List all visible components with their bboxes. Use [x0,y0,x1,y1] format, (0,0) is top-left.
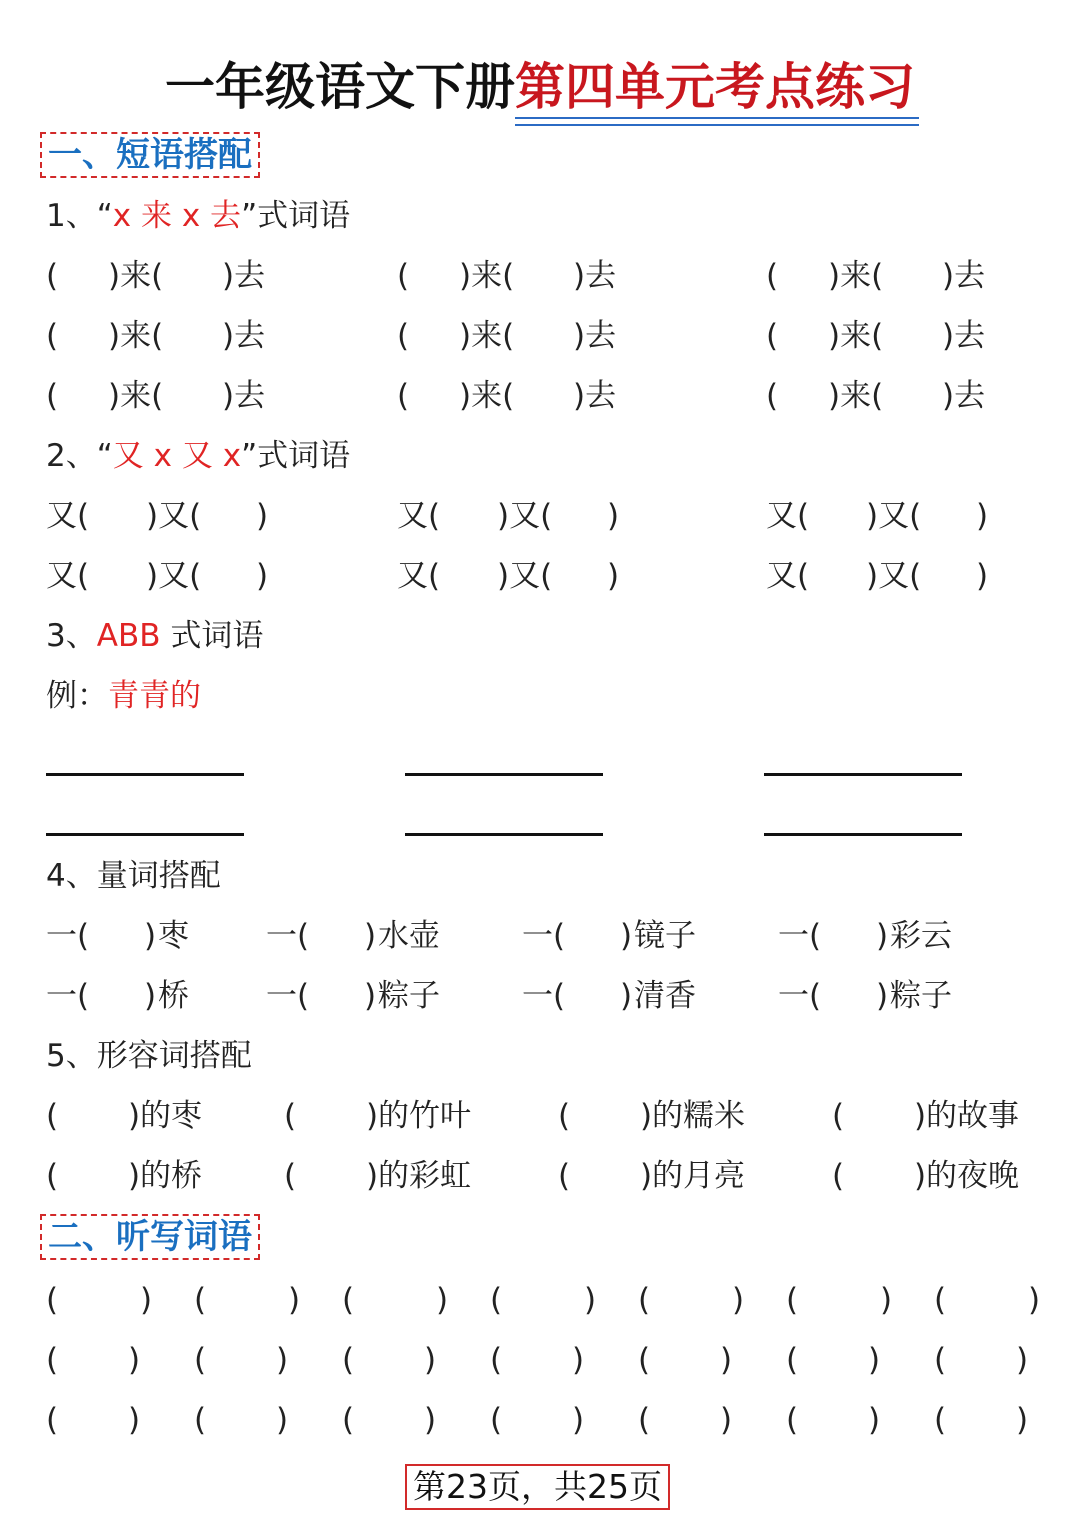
measure-word-blank[interactable]: 一( [46,978,90,1014]
blank-open-paren[interactable]: ( [766,318,779,354]
example-value: 青青的 [108,678,201,714]
dictation-box-open[interactable]: ( [194,1402,207,1438]
blank-with-char[interactable]: )去 [573,258,617,294]
you-you-blank-part[interactable]: ) [607,558,620,594]
dictation-box-close: ) [128,1342,141,1378]
measure-word-noun: 桥 [158,978,189,1014]
blank-with-char[interactable]: )去 [573,318,617,354]
blank-with-char[interactable]: )去 [222,318,266,354]
adjective-noun: 的夜晚 [926,1158,1019,1194]
measure-word-blank[interactable]: 一( [778,978,822,1014]
adjective-noun: 的月亮 [652,1158,745,1194]
measure-word-blank[interactable]: 一( [522,978,566,1014]
you-you-blank-part[interactable]: ) [607,498,620,534]
dictation-box-open[interactable]: ( [490,1282,503,1318]
adjective-close: ) [128,1098,141,1134]
blank-open-paren[interactable]: ( [766,378,779,414]
dictation-box-close: ) [424,1342,437,1378]
blank-open-paren[interactable]: ( [46,378,59,414]
you-you-blank-part[interactable]: )又( [866,498,922,534]
blank-open-paren[interactable]: ( [766,258,779,294]
measure-word-blank[interactable]: 一( [46,918,90,954]
blank-with-char[interactable]: )去 [573,378,617,414]
measure-word-blank[interactable]: 一( [266,978,310,1014]
dictation-box-close: ) [1028,1282,1041,1318]
measure-word-close: ) [364,978,377,1014]
title-unit: 第四单元考点练习 [515,52,915,122]
measure-word-blank[interactable]: 一( [778,918,822,954]
question-2-label [46,436,350,476]
adjective-close: ) [640,1098,653,1134]
section-heading-phrase-matching: 一、短语搭配 [40,132,260,178]
dictation-box-open[interactable]: ( [342,1342,355,1378]
measure-word-noun: 水壶 [378,918,440,954]
adjective-noun: 的糯米 [652,1098,745,1134]
dictation-box-close: ) [572,1402,585,1438]
you-you-blank-part[interactable]: )又( [497,558,553,594]
dictation-box-close: ) [436,1282,449,1318]
answer-line[interactable] [405,833,603,836]
dictation-box-open[interactable]: ( [638,1342,651,1378]
you-you-blank-part[interactable]: )又( [497,498,553,534]
measure-word-noun: 枣 [158,918,189,954]
dictation-box-open[interactable]: ( [490,1402,503,1438]
measure-word-noun: 彩云 [890,918,952,954]
you-you-blank-part[interactable]: 又( [46,498,90,534]
you-you-blank-part[interactable]: ) [976,558,989,594]
question-2-suffix: ”式词语 [241,438,351,474]
blank-with-char[interactable]: )来( [459,318,515,354]
adjective-blank[interactable]: ( [832,1098,845,1134]
dictation-box-close: ) [720,1402,733,1438]
you-you-blank-part[interactable]: )又( [146,558,202,594]
dictation-box-open[interactable]: ( [934,1282,947,1318]
you-you-blank-part[interactable]: 又( [766,558,810,594]
adjective-noun: 的彩虹 [378,1158,471,1194]
blank-with-char[interactable]: )来( [828,378,884,414]
adjective-close: ) [366,1158,379,1194]
dictation-box-open[interactable]: ( [194,1342,207,1378]
dictation-box-open[interactable]: ( [490,1342,503,1378]
dictation-box-open[interactable]: ( [342,1402,355,1438]
blank-with-char[interactable]: )去 [942,258,986,294]
dictation-box-open[interactable]: ( [194,1282,207,1318]
dictation-box-close: ) [584,1282,597,1318]
page-number: 第23页，共25页 [405,1464,670,1510]
adjective-blank[interactable]: ( [46,1158,59,1194]
adjective-noun: 的故事 [926,1098,1019,1134]
question-1-prefix: 1、“ [46,198,113,234]
you-you-blank-part[interactable]: ) [256,558,269,594]
dictation-box-close: ) [128,1402,141,1438]
blank-with-char[interactable]: )去 [942,378,986,414]
question-5-label: 5、形容词搭配 [46,1038,252,1074]
question-3-example [46,676,201,716]
measure-word-noun: 清香 [634,978,696,1014]
dictation-box-open[interactable]: ( [342,1282,355,1318]
adjective-blank[interactable]: ( [46,1098,59,1134]
adjective-blank[interactable]: ( [284,1098,297,1134]
dictation-box-open[interactable]: ( [46,1342,59,1378]
dictation-box-close: ) [276,1402,289,1438]
answer-line[interactable] [764,773,962,776]
title-grade: 一年级语文下册 [165,58,515,116]
measure-word-blank[interactable]: 一( [522,918,566,954]
dictation-box-open[interactable]: ( [934,1402,947,1438]
dictation-box-close: ) [1016,1402,1029,1438]
dictation-box-open[interactable]: ( [638,1282,651,1318]
dictation-box-open[interactable]: ( [786,1402,799,1438]
question-1-pattern: x 来 x 去 [112,198,242,234]
measure-word-noun: 粽子 [378,978,440,1014]
measure-word-close: ) [144,978,157,1014]
measure-word-noun: 镜子 [634,918,696,954]
question-3-prefix: 3、 [46,618,97,654]
dictation-box-close: ) [868,1342,881,1378]
example-label: 例： [46,678,108,714]
adjective-noun: 的枣 [140,1098,202,1134]
adjective-blank[interactable]: ( [832,1158,845,1194]
answer-line[interactable] [764,833,962,836]
blank-open-paren[interactable]: ( [397,318,410,354]
dictation-box-open[interactable]: ( [934,1342,947,1378]
blank-open-paren[interactable]: ( [46,318,59,354]
dictation-box-close: ) [288,1282,301,1318]
measure-word-close: ) [144,918,157,954]
blank-with-char[interactable]: )去 [222,258,266,294]
question-2-prefix: 2、“ [46,438,113,474]
dictation-box-open[interactable]: ( [638,1402,651,1438]
blank-with-char[interactable]: )去 [942,318,986,354]
dictation-box-close: ) [140,1282,153,1318]
measure-word-blank[interactable]: 一( [266,918,310,954]
dictation-box-close: ) [868,1402,881,1438]
you-you-blank-part[interactable]: ) [256,498,269,534]
question-4-label: 4、量词搭配 [46,858,221,894]
dictation-box-close: ) [276,1342,289,1378]
adjective-close: ) [914,1098,927,1134]
dictation-box-close: ) [572,1342,585,1378]
section-heading-dictation: 二、听写词语 [40,1214,260,1260]
blank-with-char[interactable]: )来( [459,258,515,294]
dictation-box-open[interactable]: ( [786,1342,799,1378]
measure-word-noun: 粽子 [890,978,952,1014]
blank-with-char[interactable]: )来( [828,258,884,294]
blank-with-char[interactable]: )来( [108,258,164,294]
dictation-box-close: ) [880,1282,893,1318]
page-title [0,52,1080,122]
measure-word-close: ) [364,918,377,954]
blank-with-char[interactable]: )来( [828,318,884,354]
you-you-blank-part[interactable]: 又( [46,558,90,594]
measure-word-close: ) [876,918,889,954]
answer-line[interactable] [46,773,244,776]
adjective-blank[interactable]: ( [558,1098,571,1134]
measure-word-close: ) [620,978,633,1014]
question-3-pattern: ABB [96,618,161,654]
blank-with-char[interactable]: )来( [108,378,164,414]
you-you-blank-part[interactable]: )又( [866,558,922,594]
dictation-box-close: ) [424,1402,437,1438]
adjective-close: ) [640,1158,653,1194]
adjective-noun: 的桥 [140,1158,202,1194]
blank-open-paren[interactable]: ( [397,378,410,414]
blank-with-char[interactable]: )来( [459,378,515,414]
adjective-close: ) [914,1158,927,1194]
question-2-pattern: 又 x 又 x [112,438,242,474]
dictation-box-open[interactable]: ( [46,1282,59,1318]
you-you-blank-part[interactable]: )又( [146,498,202,534]
dictation-box-open[interactable]: ( [786,1282,799,1318]
blank-open-paren[interactable]: ( [397,258,410,294]
dictation-box-open[interactable]: ( [46,1402,59,1438]
adjective-blank[interactable]: ( [284,1158,297,1194]
measure-word-close: ) [620,918,633,954]
adjective-noun: 的竹叶 [378,1098,471,1134]
dictation-box-close: ) [1016,1342,1029,1378]
question-1-suffix: ”式词语 [241,198,351,234]
blank-with-char[interactable]: )去 [222,378,266,414]
blank-open-paren[interactable]: ( [46,258,59,294]
question-1-label [46,196,350,236]
you-you-blank-part[interactable]: 又( [397,498,441,534]
adjective-blank[interactable]: ( [558,1158,571,1194]
blank-with-char[interactable]: )来( [108,318,164,354]
you-you-blank-part[interactable]: ) [976,498,989,534]
adjective-close: ) [128,1158,141,1194]
measure-word-close: ) [876,978,889,1014]
question-3-suffix: 式词语 [160,618,264,654]
dictation-box-close: ) [720,1342,733,1378]
answer-line[interactable] [405,773,603,776]
you-you-blank-part[interactable]: 又( [397,558,441,594]
you-you-blank-part[interactable]: 又( [766,498,810,534]
dictation-box-close: ) [732,1282,745,1318]
question-3-label [46,616,263,656]
adjective-close: ) [366,1098,379,1134]
answer-line[interactable] [46,833,244,836]
